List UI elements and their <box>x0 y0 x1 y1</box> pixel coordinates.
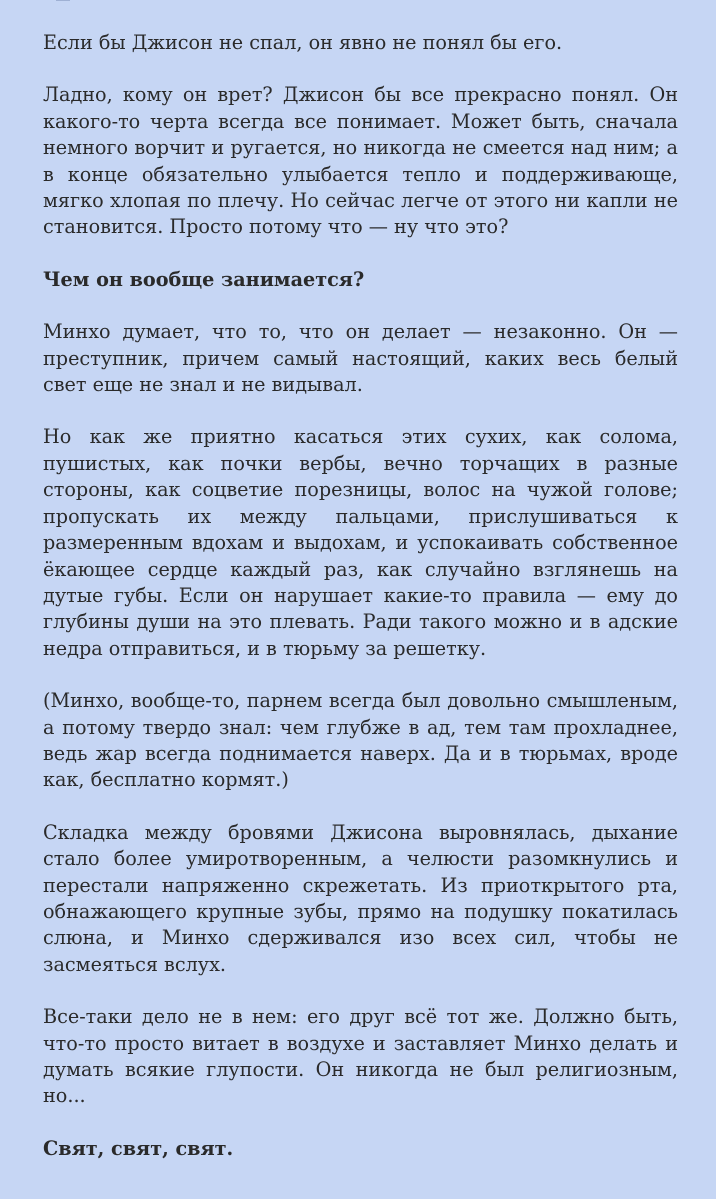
bold-line-1: Чем он вообще занимается? <box>43 267 365 291</box>
paragraph-1: Если бы Джисон не спал, он явно не понял бы его. <box>43 31 563 54</box>
paragraph-2: Ладно, кому он врет? Джисон бы все прекрасно понял. Он какого-то черта всегда все понимает. Может быть, сначала немного ворчит и ругается, но никогда не смеется над ним; а в конце обязательно улыбается тепло и поддерживающе, мягко хлопая по плечу. Но сейчас легче от этого ни капли не становится. Просто потому что — ну что это? <box>43 83 678 239</box>
paragraph-7: Все-таки дело не в нем: его друг всё тот же. Должно быть, что-то просто витает в воздухе и заставляет Минхо делать и думать всякие глупости. Он никогда не был религиозным, но... <box>43 1005 678 1108</box>
bold-line-2: Свят, свят, свят. <box>43 1136 234 1160</box>
paragraph-6: Складка между бровями Джисона выровнялась, дыхание стало более умиротворенным, а челюсти разомкнулись и перестали напряженно скрежетать. Из приоткрытого рта, обнажающего крупные зубы, прямо на подушку покатилась слюна, и Минхо сдерживался изо всех сил, чтобы не засмеяться вслух. <box>43 820 678 976</box>
paragraph-4: Но как же приятно касаться этих сухих, как солома, пушистых, как почки вербы, вечно торчащих в разные стороны, как соцветие порезницы, волос на чужой голове; пропускать их между пальцами, прислушиваться к размеренным вдохам и выдохам, и успокаивать собственное ёкающее сердце каждый раз, как случайно взглянешь на дутые губы. Если он нарушает какие-то правила — ему до глубины души на это плевать. Ради такого можно и в адские недра отправиться, и в тюрьму за решетку. <box>43 425 678 660</box>
page-edge-mark <box>56 0 70 1</box>
paragraph-5: (Минхо, вообще-то, парнем всегда был довольно смышленым, а потому твердо знал: чем глубже в ад, тем там прохладнее, ведь жар всегда поднимается наверх. Да и в тюрьмах, вроде как, бесплатно кормят.) <box>43 689 678 792</box>
paragraph-3: Минхо думает, что то, что он делает — незаконно. Он — преступник, причем самый настоящий, каких весь белый свет еще не знал и не видывал. <box>43 320 678 397</box>
